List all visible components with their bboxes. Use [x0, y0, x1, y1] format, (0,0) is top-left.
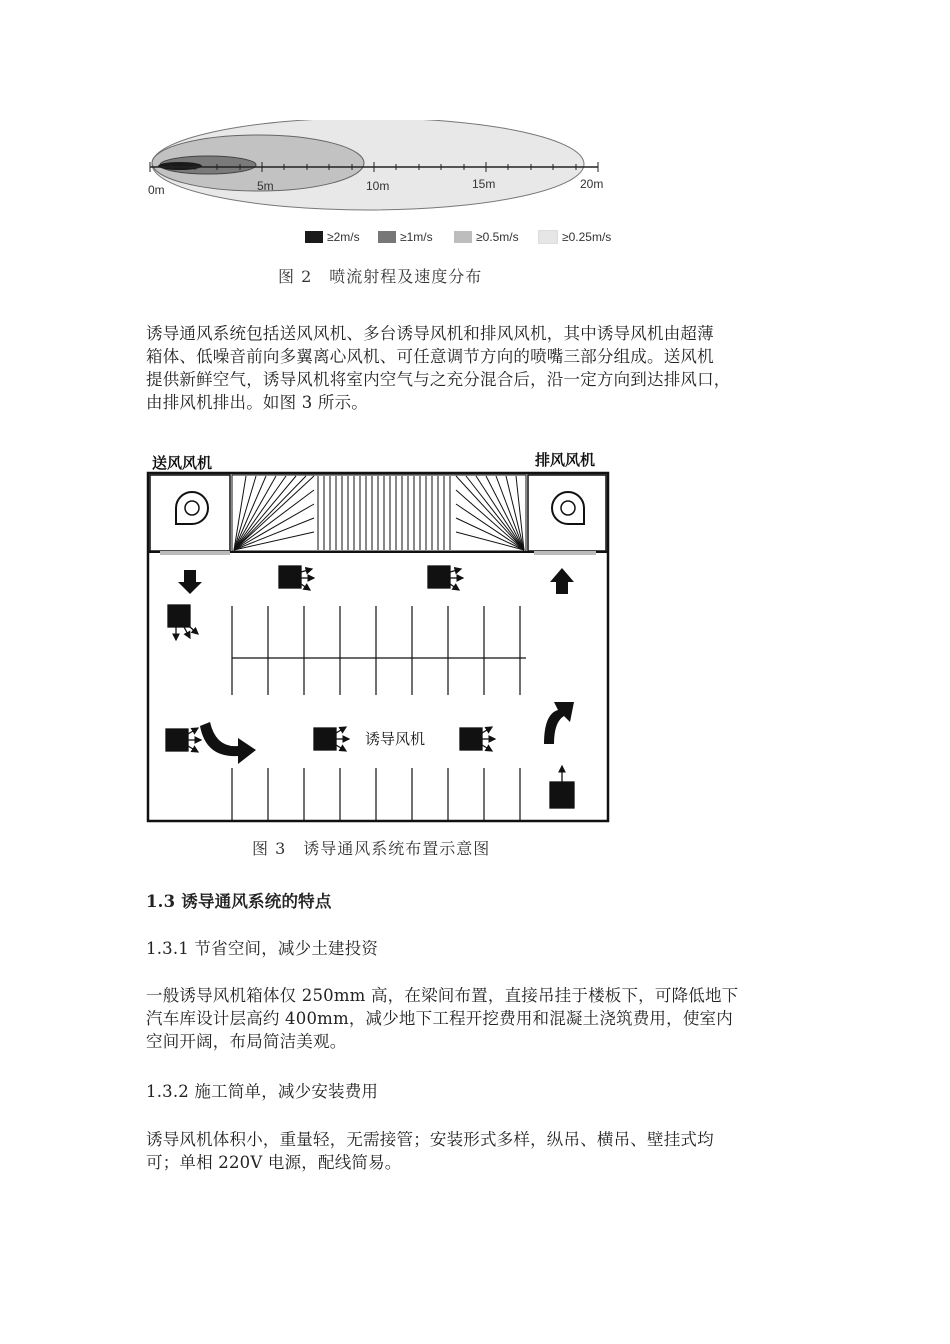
legend-swatch — [538, 230, 558, 244]
axis-label-10: 10m — [366, 179, 390, 193]
axis-label-0: 0m — [148, 183, 165, 197]
exhaust-fan-icon — [528, 475, 606, 555]
jet-range-diagram — [140, 120, 620, 215]
body-paragraph: 诱导风机体积小，重量轻，无需接管；安装形式多样，纵吊、横吊、壁挂式均 可；单相 220V 电源，配线简易。 — [146, 1130, 714, 1172]
axis-label-20: 20m — [580, 177, 604, 191]
legend-swatch — [305, 231, 323, 243]
axis-label-5: 5m — [257, 179, 274, 193]
axis-label-15: 15m — [472, 177, 496, 191]
figure2-caption: 图 2 喷流射程及速度分布 — [278, 267, 483, 286]
legend-item: ≥0.5m/s — [454, 230, 519, 244]
supply-fan-label: 送风风机 — [152, 454, 213, 472]
legend-item: ≥1m/s — [378, 230, 433, 244]
body-paragraph: 一般诱导风机箱体仅 250mm 高，在梁间布置，直接吊挂于楼板下，可降低地下 汽车库设计层高约 400mm，减少地下工程开挖费用和混凝土浇筑费用，使室内 空间开阔，布局简洁美观。 — [146, 986, 739, 1051]
duct — [232, 475, 526, 551]
induction-fan-label: 诱导风机 — [365, 730, 426, 748]
ventilation-layout-diagram — [146, 470, 612, 826]
legend-item: ≥0.25m/s — [538, 230, 611, 244]
figure3-caption: 图 3 诱导通风系统布置示意图 — [252, 839, 491, 858]
exhaust-fan-label: 排风风机 — [535, 451, 596, 469]
supply-fan-icon — [150, 475, 230, 555]
section-heading: 1.3 诱导通风系统的特点 — [146, 892, 332, 911]
body-paragraph: 诱导通风系统包括送风风机、多台诱导风机和排风风机，其中诱导风机由超薄 箱体、低噪音前向多翼离心风机、可任意调节方向的喷嘴三部分组成。送风机 提供新鲜空气，诱导风机将室内空气与之充分混合后，沿一定方向到达排风口， 由排风机排出。如图 3 所示。 — [146, 324, 731, 412]
legend-item: ≥2m/s — [305, 230, 360, 244]
legend-swatch — [454, 231, 472, 243]
legend-swatch — [378, 231, 396, 243]
subsection-heading: 1.3.2 施工简单，减少安装费用 — [146, 1082, 379, 1101]
subsection-heading: 1.3.1 节省空间，减少土建投资 — [146, 939, 379, 958]
